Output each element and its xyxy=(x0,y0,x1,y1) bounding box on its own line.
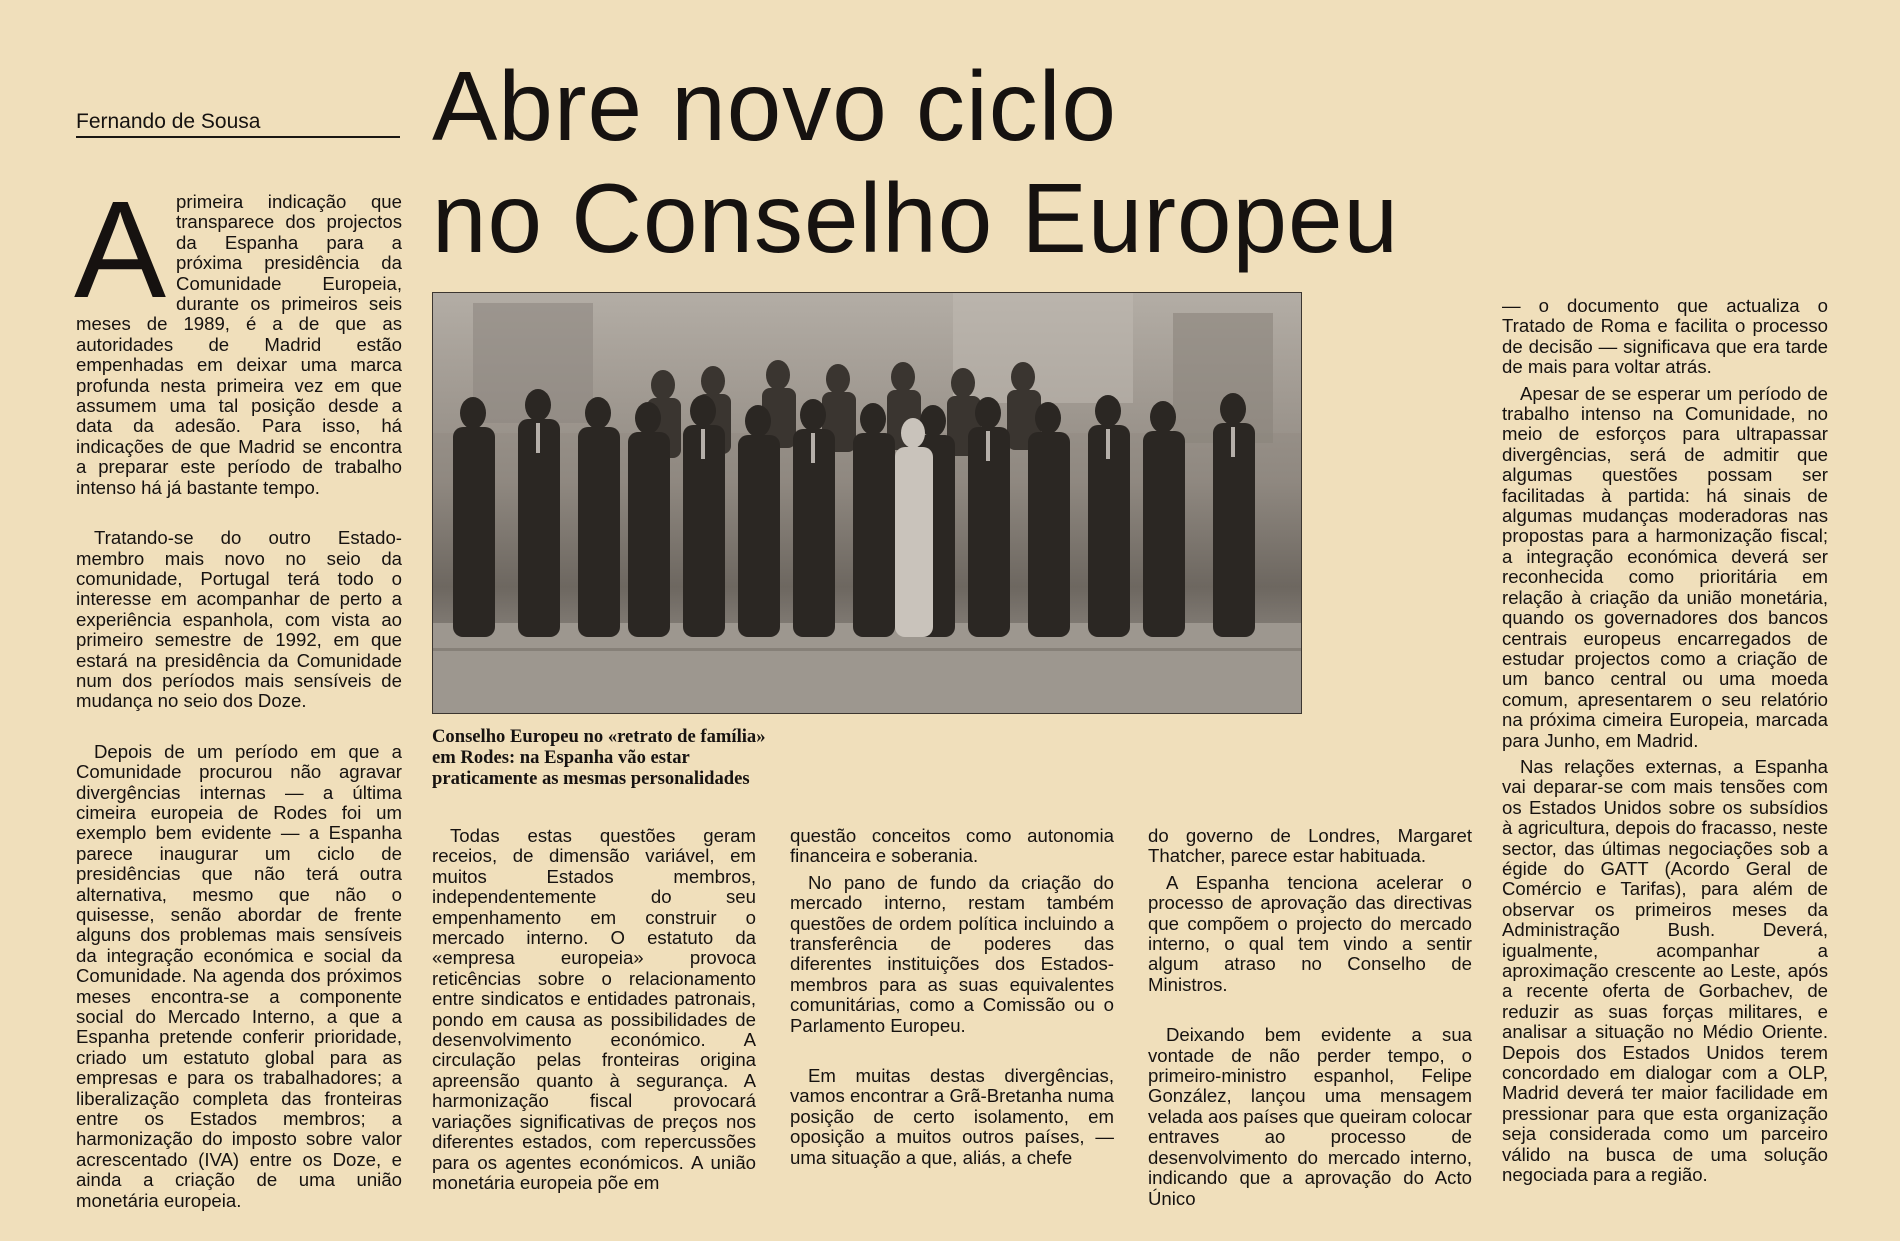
paragraph: Tratando-se do outro Estado-membro mais novo no seio da comunidade, Portugal terá todo o interesse em acompanhar de perto a experiência espanhola, com vista ao primeiro semestre de 1992, em que estará na presidência da Comunidade num dos períodos mais sensíveis de mudança no seio dos Doze. xyxy=(76,527,402,712)
headline-line-1: Abre novo ciclo xyxy=(432,51,1118,161)
paragraph: do governo de Londres, Margaret Thatcher, parece estar habituada. xyxy=(1148,825,1472,867)
byline: Fernando de Sousa xyxy=(76,110,400,138)
paragraph: Apesar de se esperar um período de trabalho intenso na Comunidade, no meio de esforços para ultrapassar divergências, será de admitir que algumas questões possam ser facilitadas à partida: há sinais de algumas mudanças moderadoras nas propostas para a harmonização fiscal; a integração económica deverá ser reconhecida como prioritária em relação à criação da união monetária, quando os governadores dos bancos centrais europeus encarregados de estudar projectos como a criação de um banco central ou uma moeda comum, apresentarem o seu relatório na próxima cimeira Europeia, marcada para Junho, em Madrid. xyxy=(1502,382,1828,751)
paragraph: — o documento que actualiza o Tratado de Roma e facilita o processo de decisão — significava que era tarde de mais para voltar atrás. xyxy=(1502,295,1828,378)
paragraph xyxy=(74,173,402,498)
photo-group-portrait xyxy=(432,292,1302,714)
paragraph: Todas estas questões geram receios, de dimensão variável, em muitos Estados membros, independentemente do seu empenhamento em construir o mercado interno. O estatuto da «empresa europeia» provoca reticências sobre o relacionamento entre sindicatos e entidades patronais, pondo em causa as possibilidades de desenvolvimento económico. A circulação pelas fronteiras origina apreensão quanto à segurança. A harmonização fiscal provocará variações significativas de preços nos diferentes estados, com repercussões para os agentes económicos. A união monetária europeia põe em xyxy=(432,825,756,1193)
article-column-1 xyxy=(74,173,402,1241)
paragraph: Depois de um período em que a Comunidade procurou não agravar divergências internas — a última cimeira europeia de Rodes foi um exemplo bem evidente — a Espanha parece inaugurar um ciclo de presidências que não terá outra alternativa, mesmo que não o quisesse, senão abordar de frente alguns dos problemas mais sensíveis da integração económica e social da Comunidade. Na agenda dos próximos meses encontra-se a componente social do Mercado Interno, a que a Espanha pretende conferir prioridade, criado um estatuto global para as empresas e para os trabalhadores; a liberalização completa das fronteiras entre os Estados membros; a harmonização do imposto sobre valor acrescentado (IVA) entre os Doze, e ainda a criação de uma união monetária europeia. xyxy=(76,740,402,1211)
article-column-3 xyxy=(790,826,1114,1198)
paragraph: Nas relações externas, a Espanha vai deparar-se com mais tensões com os Estados Unidos sobre os subsídios à agricultura, depois do fracasso, neste sector, das últimas negociações sob a égide do GATT (Acordo Geral de Comércio e Tarifas), para além de observar os primeiros meses da Administração Bush. Deverá, igualmente, acompanhar a aproximação crescente ao Leste, após a recente oferta de Gorbachev, de reduzir as suas forças militares, e analisar a situação no Médio Oriente. Depois dos Estados Unidos terem concordado em dialogar com a OLP, Madrid deverá ter maior facilidade em pressionar para que esta organização seja considerada como um parceiro válido na busca de uma solução negociada para a região. xyxy=(1502,755,1828,1186)
paragraph: No pano de fundo da criação do mercado interno, restam também questões de ordem política incluindo a transferência de poderes das diferentes instituições dos Estados-membros para as suas equivalentes comunitárias, como a Comissão ou o Parlamento Europeu. xyxy=(790,871,1114,1036)
drop-cap: A xyxy=(74,173,167,327)
paragraph: Deixando bem evidente a sua vontade de não perder tempo, o primeiro-ministro espanhol, Felipe González, lançou uma mensagem velada aos países que queiram colocar entraves ao processo de desenvolvimento do mercado interno, indicando que a aprovação do Acto Único xyxy=(1148,1024,1472,1209)
headline-line-2: no Conselho Europeu xyxy=(432,163,1400,273)
paragraph: A Espanha tenciona acelerar o processo de aprovação das directivas que compõem o projecto do mercado interno, o qual tem vindo a sentir algum atraso no Conselho de Ministros. xyxy=(1148,871,1472,995)
headline xyxy=(432,50,1452,274)
paragraph: questão conceitos como autonomia financeira e soberania. xyxy=(790,825,1114,867)
photo-figures xyxy=(433,293,1301,713)
article-column-5 xyxy=(1502,296,1828,1215)
article-column-2 xyxy=(432,826,756,1223)
paragraph: Em muitas destas divergências, vamos encontrar a Grã-Bretanha numa posição de certo isolamento, em oposição a muitos outros países, — uma situação a que, aliás, a chefe xyxy=(790,1065,1114,1168)
article-column-4 xyxy=(1148,826,1472,1239)
photo-caption: Conselho Europeu no «retrato de família» em Rodes: na Espanha vão estar praticamente as mesmas personalidades xyxy=(432,726,766,789)
paragraph-text: primeira indicação que transparece dos projectos da Espanha para a próxima presidência da Comunidade Europeia, durante os primeiros seis meses de 1989, é a de que as autoridades de Madrid estão empenhadas em deixar uma marca profunda nesta primeira vez em que assumem uma tal posição desde a data da adesão. Para isso, há indicações de que Madrid se encontra a preparar este período de trabalho intenso há já bastante tempo. xyxy=(76,191,402,498)
